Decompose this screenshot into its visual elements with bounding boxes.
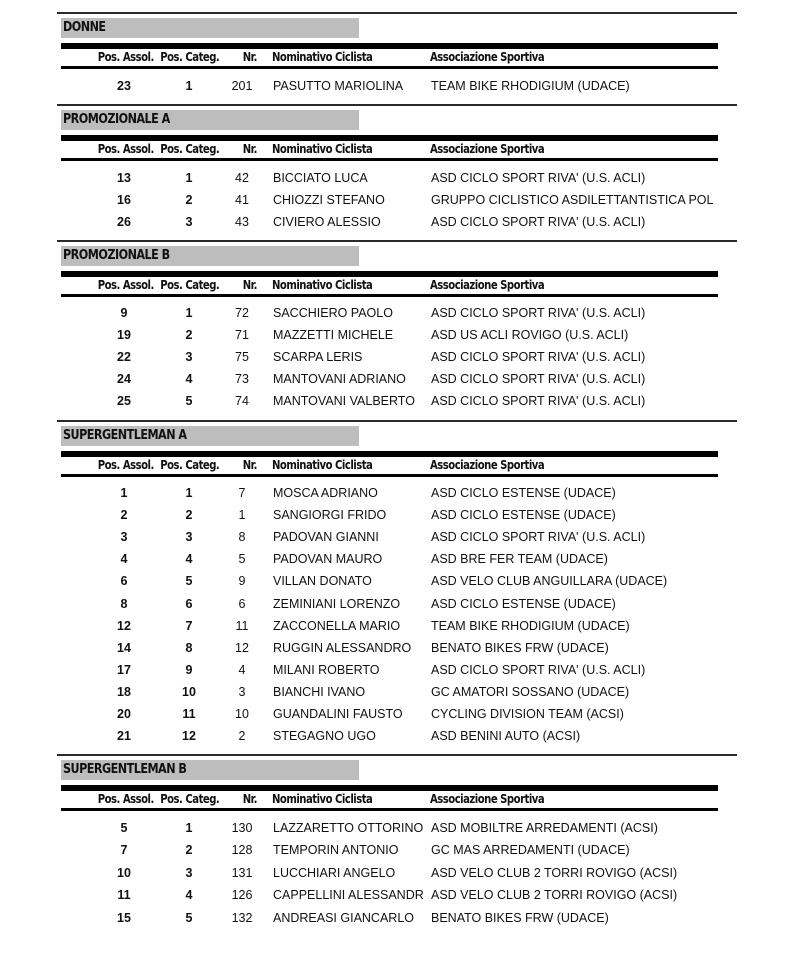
- pos-categ-cell: 7: [185, 619, 193, 633]
- rider-name-cell: TEMPORIN ANTONIO: [273, 843, 399, 857]
- rider-name-cell: LAZZARETTO OTTORINO: [273, 821, 424, 835]
- team-cell: BENATO BIKES FRW (UDACE): [431, 641, 609, 655]
- header-bottom-bar: [61, 474, 718, 477]
- table-row: [57, 328, 737, 346]
- pos-assol-cell: 19: [117, 328, 131, 342]
- table-row: [57, 707, 737, 725]
- nr-cell: 72: [235, 306, 249, 320]
- header-top-bar: [61, 271, 718, 277]
- team-cell: ASD MOBILTRE ARREDAMENTI (ACSI): [431, 821, 658, 835]
- section-title-band: [61, 18, 359, 38]
- team-cell: ASD CICLO SPORT RIVA' (U.S. ACLI): [431, 350, 646, 364]
- nr-cell: 75: [235, 350, 249, 364]
- team-cell: TEAM BIKE RHODIGIUM (UDACE): [431, 79, 630, 93]
- team-cell: GC AMATORI SOSSANO (UDACE): [431, 685, 630, 699]
- pos-assol-cell: 12: [117, 619, 131, 633]
- rider-name-cell: PADOVAN GIANNI: [273, 530, 379, 544]
- team-cell: GC MAS ARREDAMENTI (UDACE): [431, 843, 630, 857]
- pos-assol-cell: 26: [117, 215, 131, 229]
- pos-categ-cell: 11: [182, 707, 196, 721]
- header-nr: Nr.: [242, 458, 257, 472]
- header-pos-categ: Pos. Categ.: [159, 50, 219, 64]
- header-top-bar: [61, 451, 718, 457]
- header-bottom-bar: [61, 158, 718, 161]
- team-cell: ASD CICLO SPORT RIVA' (U.S. ACLI): [431, 171, 646, 185]
- table-row: [57, 394, 737, 412]
- nr-cell: 11: [235, 619, 249, 633]
- nr-cell: 126: [231, 888, 253, 902]
- header-bottom-bar: [61, 294, 718, 297]
- rider-name-cell: MAZZETTI MICHELE: [273, 328, 394, 342]
- nr-cell: 10: [235, 707, 249, 721]
- section-title: PROMOZIONALE B: [63, 248, 170, 263]
- pos-categ-cell: 2: [185, 193, 193, 207]
- table-row: [57, 821, 737, 839]
- rider-name-cell: ZACCONELLA MARIO: [273, 619, 401, 633]
- rider-name-cell: RUGGIN ALESSANDRO: [273, 641, 412, 655]
- pos-assol-cell: 23: [117, 79, 131, 93]
- section-top-rule: [57, 12, 737, 14]
- team-cell: ASD CICLO SPORT RIVA' (U.S. ACLI): [431, 394, 646, 408]
- rider-name-cell: SANGIORGI FRIDO: [273, 508, 387, 522]
- team-cell: CYCLING DIVISION TEAM (ACSI): [431, 707, 624, 721]
- nr-cell: 131: [231, 866, 253, 880]
- rider-name-cell: CAPPELLINI ALESSANDR: [273, 888, 424, 902]
- table-row: [57, 306, 737, 324]
- pos-assol-cell: 3: [120, 530, 128, 544]
- rider-name-cell: MANTOVANI ADRIANO: [273, 372, 406, 386]
- nr-cell: 201: [231, 79, 253, 93]
- header-nr: Nr.: [242, 50, 257, 64]
- header-pos-assol: Pos. Assol.: [97, 458, 154, 472]
- nr-cell: 3: [238, 685, 246, 699]
- rider-name-cell: VILLAN DONATO: [273, 574, 372, 588]
- header-nominativo: Nominativo Ciclista: [272, 458, 373, 472]
- header-nominativo: Nominativo Ciclista: [272, 142, 373, 156]
- pos-categ-cell: 1: [185, 486, 193, 500]
- team-cell: ASD CICLO SPORT RIVA' (U.S. ACLI): [431, 530, 646, 544]
- team-cell: ASD BRE FER TEAM (UDACE): [431, 552, 608, 566]
- header-nr: Nr.: [242, 278, 257, 292]
- rider-name-cell: BICCIATO LUCA: [273, 171, 368, 185]
- pos-categ-cell: 6: [185, 597, 193, 611]
- team-cell: ASD BENINI AUTO (ACSI): [431, 729, 581, 743]
- nr-cell: 9: [238, 574, 246, 588]
- nr-cell: 73: [235, 372, 249, 386]
- header-associazione: Associazione Sportiva: [430, 142, 545, 156]
- rider-name-cell: SCARPA LERIS: [273, 350, 363, 364]
- nr-cell: 6: [238, 597, 246, 611]
- rider-name-cell: SACCHIERO PAOLO: [273, 306, 393, 320]
- nr-cell: 8: [238, 530, 246, 544]
- team-cell: ASD CICLO ESTENSE (UDACE): [431, 597, 616, 611]
- pos-categ-cell: 10: [182, 685, 196, 699]
- pos-categ-cell: 1: [185, 171, 193, 185]
- pos-categ-cell: 5: [185, 911, 193, 925]
- team-cell: ASD VELO CLUB ANGUILLARA (UDACE): [431, 574, 668, 588]
- pos-assol-cell: 25: [117, 394, 131, 408]
- nr-cell: 5: [238, 552, 246, 566]
- table-row: [57, 79, 737, 97]
- rider-name-cell: GUANDALINI FAUSTO: [273, 707, 403, 721]
- nr-cell: 71: [235, 328, 249, 342]
- table-row: [57, 888, 737, 906]
- pos-categ-cell: 2: [185, 843, 193, 857]
- section-title: DONNE: [63, 20, 106, 35]
- pos-assol-cell: 22: [117, 350, 131, 364]
- table-row: [57, 866, 737, 884]
- section-promozionale-b: [57, 240, 737, 440]
- team-cell: ASD CICLO SPORT RIVA' (U.S. ACLI): [431, 215, 646, 229]
- table-row: [57, 911, 737, 929]
- pos-assol-cell: 16: [117, 193, 131, 207]
- pos-categ-cell: 1: [185, 821, 193, 835]
- header-associazione: Associazione Sportiva: [430, 792, 545, 806]
- pos-categ-cell: 3: [185, 866, 193, 880]
- header-nominativo: Nominativo Ciclista: [272, 278, 373, 292]
- table-row: [57, 685, 737, 703]
- header-nr: Nr.: [242, 792, 257, 806]
- pos-assol-cell: 4: [120, 552, 128, 566]
- pos-categ-cell: 4: [185, 372, 193, 386]
- rider-name-cell: CIVIERO ALESSIO: [273, 215, 381, 229]
- rider-name-cell: MOSCA ADRIANO: [273, 486, 378, 500]
- team-cell: ASD CICLO ESTENSE (UDACE): [431, 486, 616, 500]
- header-pos-assol: Pos. Assol.: [97, 142, 154, 156]
- pos-assol-cell: 9: [120, 306, 128, 320]
- pos-categ-cell: 3: [185, 530, 193, 544]
- nr-cell: 12: [235, 641, 249, 655]
- pos-categ-cell: 3: [185, 215, 193, 229]
- section-title: SUPERGENTLEMAN A: [63, 428, 187, 443]
- team-cell: TEAM BIKE RHODIGIUM (UDACE): [431, 619, 630, 633]
- section-supergentleman-a: [57, 420, 737, 743]
- header-nominativo: Nominativo Ciclista: [272, 50, 373, 64]
- table-row: [57, 193, 737, 211]
- table-row: [57, 215, 737, 233]
- table-row: [57, 530, 737, 548]
- nr-cell: 41: [235, 193, 249, 207]
- pos-assol-cell: 7: [120, 843, 128, 857]
- rider-name-cell: MILANI ROBERTO: [273, 663, 380, 677]
- header-bottom-bar: [61, 66, 718, 69]
- section-top-rule: [57, 240, 737, 242]
- pos-assol-cell: 10: [117, 866, 131, 880]
- header-associazione: Associazione Sportiva: [430, 50, 545, 64]
- header-pos-categ: Pos. Categ.: [159, 792, 219, 806]
- pos-categ-cell: 8: [185, 641, 193, 655]
- header-pos-categ: Pos. Categ.: [159, 458, 219, 472]
- header-top-bar: [61, 43, 718, 49]
- table-row: [57, 843, 737, 861]
- table-row: [57, 619, 737, 637]
- section-top-rule: [57, 754, 737, 756]
- team-cell: ASD CICLO SPORT RIVA' (U.S. ACLI): [431, 663, 646, 677]
- pos-assol-cell: 21: [117, 729, 131, 743]
- pos-assol-cell: 5: [120, 821, 128, 835]
- table-row: [57, 508, 737, 526]
- pos-categ-cell: 12: [182, 729, 196, 743]
- rider-name-cell: STEGAGNO UGO: [273, 729, 376, 743]
- pos-categ-cell: 1: [185, 79, 193, 93]
- pos-categ-cell: 4: [185, 888, 193, 902]
- header-associazione: Associazione Sportiva: [430, 458, 545, 472]
- pos-categ-cell: 9: [185, 663, 193, 677]
- header-pos-assol: Pos. Assol.: [97, 50, 154, 64]
- team-cell: ASD US ACLI ROVIGO (U.S. ACLI): [431, 328, 629, 342]
- nr-cell: 74: [235, 394, 249, 408]
- pos-categ-cell: 4: [185, 552, 193, 566]
- nr-cell: 130: [231, 821, 253, 835]
- team-cell: ASD VELO CLUB 2 TORRI ROVIGO (ACSI): [431, 866, 678, 880]
- section-top-rule: [57, 104, 737, 106]
- pos-categ-cell: 1: [185, 306, 193, 320]
- header-pos-categ: Pos. Categ.: [159, 142, 219, 156]
- team-cell: ASD CICLO SPORT RIVA' (U.S. ACLI): [431, 372, 646, 386]
- table-row: [57, 597, 737, 615]
- nr-cell: 1: [238, 508, 246, 522]
- team-cell: ASD CICLO SPORT RIVA' (U.S. ACLI): [431, 306, 646, 320]
- rider-name-cell: BIANCHI IVANO: [273, 685, 366, 699]
- pos-assol-cell: 8: [120, 597, 128, 611]
- rider-name-cell: PADOVAN MAURO: [273, 552, 383, 566]
- team-cell: ASD VELO CLUB 2 TORRI ROVIGO (ACSI): [431, 888, 678, 902]
- pos-categ-cell: 3: [185, 350, 193, 364]
- table-row: [57, 729, 737, 747]
- nr-cell: 7: [238, 486, 246, 500]
- pos-assol-cell: 11: [117, 888, 131, 902]
- nr-cell: 4: [238, 663, 246, 677]
- team-cell: ASD CICLO ESTENSE (UDACE): [431, 508, 616, 522]
- table-row: [57, 372, 737, 390]
- pos-assol-cell: 15: [117, 911, 131, 925]
- nr-cell: 132: [231, 911, 253, 925]
- pos-assol-cell: 14: [117, 641, 131, 655]
- pos-assol-cell: 1: [120, 486, 128, 500]
- header-nominativo: Nominativo Ciclista: [272, 792, 373, 806]
- nr-cell: 43: [235, 215, 249, 229]
- rider-name-cell: MANTOVANI VALBERTO: [273, 394, 415, 408]
- pos-assol-cell: 18: [117, 685, 131, 699]
- pos-categ-cell: 2: [185, 328, 193, 342]
- header-pos-assol: Pos. Assol.: [97, 792, 154, 806]
- table-row: [57, 350, 737, 368]
- rider-name-cell: ANDREASI GIANCARLO: [273, 911, 415, 925]
- table-row: [57, 486, 737, 504]
- pos-assol-cell: 6: [120, 574, 128, 588]
- pos-categ-cell: 5: [185, 574, 193, 588]
- pos-assol-cell: 24: [117, 372, 131, 386]
- table-row: [57, 552, 737, 570]
- pos-assol-cell: 2: [120, 508, 128, 522]
- header-top-bar: [61, 135, 718, 141]
- section-supergentleman-b: [57, 754, 737, 954]
- nr-cell: 128: [231, 843, 253, 857]
- team-cell: GRUPPO CICLISTICO ASDILETTANTISTICA POL: [431, 193, 714, 207]
- header-top-bar: [61, 785, 718, 791]
- rider-name-cell: ZEMINIANI LORENZO: [273, 597, 401, 611]
- header-pos-assol: Pos. Assol.: [97, 278, 154, 292]
- section-title: SUPERGENTLEMAN B: [63, 762, 187, 777]
- table-row: [57, 574, 737, 592]
- table-row: [57, 663, 737, 681]
- pos-assol-cell: 17: [117, 663, 131, 677]
- pos-categ-cell: 2: [185, 508, 193, 522]
- rider-name-cell: LUCCHIARI ANGELO: [273, 866, 396, 880]
- table-row: [57, 641, 737, 659]
- header-pos-categ: Pos. Categ.: [159, 278, 219, 292]
- rider-name-cell: PASUTTO MARIOLINA: [273, 79, 404, 93]
- pos-assol-cell: 20: [117, 707, 131, 721]
- section-top-rule: [57, 420, 737, 422]
- nr-cell: 2: [238, 729, 246, 743]
- pos-assol-cell: 13: [117, 171, 131, 185]
- header-associazione: Associazione Sportiva: [430, 278, 545, 292]
- header-nr: Nr.: [242, 142, 257, 156]
- team-cell: BENATO BIKES FRW (UDACE): [431, 911, 609, 925]
- table-row: [57, 171, 737, 189]
- nr-cell: 42: [235, 171, 249, 185]
- section-title: PROMOZIONALE A: [63, 112, 170, 127]
- pos-categ-cell: 5: [185, 394, 193, 408]
- rider-name-cell: CHIOZZI STEFANO: [273, 193, 385, 207]
- header-bottom-bar: [61, 808, 718, 811]
